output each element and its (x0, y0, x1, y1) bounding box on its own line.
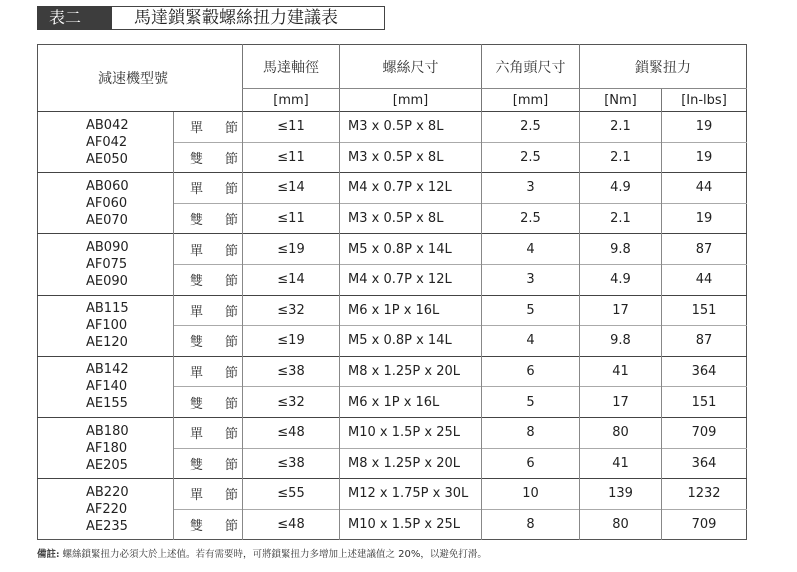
joint-type-char: 節 (225, 335, 239, 351)
joint-type-char: 單 (190, 427, 204, 443)
model-name: AB042 (86, 117, 129, 133)
torque-inlbs-cell: 44 (662, 264, 747, 295)
hex-size-cell: 8 (482, 509, 580, 540)
torque-inlbs-cell: 44 (662, 173, 747, 204)
joint-type-cell (174, 173, 243, 204)
joint-type-char: 單 (190, 182, 204, 198)
model-name: AB180 (86, 423, 129, 439)
hex-size-cell: 6 (482, 356, 580, 387)
joint-type-char: 節 (225, 366, 239, 382)
table-title-bar (37, 6, 385, 30)
model-name: AE155 (86, 396, 128, 412)
model-name: AF060 (86, 195, 128, 211)
torque-inlbs-cell: 19 (662, 112, 747, 143)
unit-hex: [mm] (482, 89, 580, 112)
model-cell (38, 417, 174, 478)
shaft-diameter-cell: ≤11 (243, 203, 340, 234)
torque-inlbs-cell: 151 (662, 387, 747, 418)
torque-inlbs-cell: 709 (662, 509, 747, 540)
torque-nm-cell: 17 (580, 387, 662, 418)
hex-size-cell: 5 (482, 387, 580, 418)
screw-size-cell: M4 x 0.7P x 12L (340, 264, 482, 295)
shaft-diameter-cell: ≤19 (243, 234, 340, 265)
torque-nm-cell: 80 (580, 509, 662, 540)
table-title: 馬達鎖緊轂螺絲扭力建議表 (112, 6, 385, 30)
screw-size-cell: M10 x 1.5P x 25L (340, 417, 482, 448)
joint-type-char: 單 (190, 366, 204, 382)
joint-type-char: 節 (225, 304, 239, 320)
joint-type-cell (174, 356, 243, 387)
joint-type-char: 節 (225, 213, 239, 229)
table-row (38, 234, 747, 265)
joint-type-cell (174, 295, 243, 326)
torque-nm-cell: 2.1 (580, 142, 662, 173)
hex-size-cell: 2.5 (482, 203, 580, 234)
torque-inlbs-cell: 364 (662, 448, 747, 479)
joint-type-char: 單 (190, 304, 204, 320)
model-cell (38, 356, 174, 417)
torque-inlbs-cell: 709 (662, 417, 747, 448)
torque-inlbs-cell: 19 (662, 142, 747, 173)
hex-size-cell: 4 (482, 234, 580, 265)
table-number-tag: 表二 (37, 6, 112, 30)
joint-type-char: 雙 (190, 274, 204, 290)
joint-type-char: 節 (225, 121, 239, 137)
unit-torque-nm: [Nm] (580, 89, 662, 112)
screw-size-cell: M3 x 0.5P x 8L (340, 112, 482, 143)
model-name: AF075 (86, 256, 128, 272)
footnote-text-after: ，以避免打滑。 (420, 549, 487, 560)
joint-type-char: 節 (225, 427, 239, 443)
joint-type-char: 單 (190, 488, 204, 504)
joint-type-cell (174, 112, 243, 143)
model-name: AE205 (86, 457, 128, 473)
model-name: AE090 (86, 273, 128, 289)
unit-shaft: [mm] (243, 89, 340, 112)
model-name: AE050 (86, 151, 128, 167)
joint-type-cell (174, 387, 243, 418)
torque-inlbs-cell: 87 (662, 326, 747, 357)
torque-nm-cell: 9.8 (580, 234, 662, 265)
screw-size-cell: M8 x 1.25P x 20L (340, 356, 482, 387)
model-cell (38, 173, 174, 234)
joint-type-cell (174, 479, 243, 510)
shaft-diameter-cell: ≤48 (243, 417, 340, 448)
joint-type-cell (174, 326, 243, 357)
torque-nm-cell: 17 (580, 295, 662, 326)
shaft-diameter-cell: ≤19 (243, 326, 340, 357)
footnote-percent: 20% (398, 549, 421, 560)
joint-type-char: 節 (225, 243, 239, 259)
model-cell (38, 234, 174, 295)
joint-type-char: 節 (225, 151, 239, 167)
screw-size-cell: M12 x 1.75P x 30L (340, 479, 482, 510)
hex-size-cell: 5 (482, 295, 580, 326)
torque-nm-cell: 41 (580, 448, 662, 479)
model-name: AB090 (86, 239, 129, 255)
hex-size-cell: 3 (482, 264, 580, 295)
joint-type-char: 雙 (190, 396, 204, 412)
header-model: 減速機型號 (98, 71, 168, 87)
table-body (38, 112, 747, 540)
screw-size-cell: M10 x 1.5P x 25L (340, 509, 482, 540)
hex-size-cell: 2.5 (482, 112, 580, 143)
joint-type-cell (174, 203, 243, 234)
header-screw: 螺絲尺寸 (340, 45, 482, 89)
hex-size-cell: 10 (482, 479, 580, 510)
torque-inlbs-cell: 1232 (662, 479, 747, 510)
hex-size-cell: 6 (482, 448, 580, 479)
joint-type-char: 雙 (190, 335, 204, 351)
hex-size-cell: 3 (482, 173, 580, 204)
shaft-diameter-cell: ≤11 (243, 112, 340, 143)
screw-size-cell: M6 x 1P x 16L (340, 387, 482, 418)
torque-nm-cell: 2.1 (580, 203, 662, 234)
shaft-diameter-cell: ≤14 (243, 173, 340, 204)
torque-nm-cell: 41 (580, 356, 662, 387)
screw-size-cell: M3 x 0.5P x 8L (340, 142, 482, 173)
shaft-diameter-cell: ≤48 (243, 509, 340, 540)
table-row (38, 112, 747, 143)
unit-torque-inlbs: [In-lbs] (662, 89, 747, 112)
torque-spec-table (37, 44, 747, 540)
joint-type-cell (174, 417, 243, 448)
model-cell (38, 112, 174, 173)
table-row (38, 173, 747, 204)
shaft-diameter-cell: ≤38 (243, 448, 340, 479)
shaft-diameter-cell: ≤32 (243, 387, 340, 418)
model-name: AF042 (86, 134, 128, 150)
joint-type-cell (174, 264, 243, 295)
screw-size-cell: M3 x 0.5P x 8L (340, 203, 482, 234)
torque-nm-cell: 4.9 (580, 173, 662, 204)
table-row (38, 479, 747, 510)
joint-type-char: 節 (225, 274, 239, 290)
shaft-diameter-cell: ≤32 (243, 295, 340, 326)
footnote-text-before: 螺絲鎖緊扭力必須大於上述值。若有需要時，可將鎖緊扭力多增加上述建議值之 (62, 549, 396, 560)
model-name: AF180 (86, 440, 128, 456)
footnote-label: 備註: (37, 549, 60, 560)
model-name: AB060 (86, 178, 129, 194)
torque-inlbs-cell: 87 (662, 234, 747, 265)
torque-nm-cell: 4.9 (580, 264, 662, 295)
table-row (38, 417, 747, 448)
hex-size-cell: 8 (482, 417, 580, 448)
torque-nm-cell: 9.8 (580, 326, 662, 357)
screw-size-cell: M5 x 0.8P x 14L (340, 234, 482, 265)
model-name: AF140 (86, 379, 128, 395)
joint-type-char: 節 (225, 182, 239, 198)
model-cell (38, 479, 174, 540)
model-name: AB220 (86, 484, 129, 500)
header-torque: 鎖緊扭力 (580, 45, 747, 89)
hex-size-cell: 2.5 (482, 142, 580, 173)
model-name: AB142 (86, 362, 129, 378)
torque-nm-cell: 139 (580, 479, 662, 510)
screw-size-cell: M6 x 1P x 16L (340, 295, 482, 326)
table-row (38, 356, 747, 387)
screw-size-cell: M5 x 0.8P x 14L (340, 326, 482, 357)
model-cell (38, 295, 174, 356)
torque-nm-cell: 80 (580, 417, 662, 448)
model-name: AF220 (86, 501, 128, 517)
screw-size-cell: M4 x 0.7P x 12L (340, 173, 482, 204)
model-name: AB115 (86, 301, 129, 317)
model-name: AE120 (86, 335, 128, 351)
shaft-diameter-cell: ≤14 (243, 264, 340, 295)
joint-type-char: 節 (225, 488, 239, 504)
header-hex: 六角頭尺寸 (482, 45, 580, 89)
header-shaft: 馬達軸徑 (243, 45, 340, 89)
table-row (38, 295, 747, 326)
shaft-diameter-cell: ≤55 (243, 479, 340, 510)
unit-screw: [mm] (340, 89, 482, 112)
model-name: AE235 (86, 518, 128, 534)
joint-type-cell (174, 509, 243, 540)
joint-type-char: 節 (225, 519, 239, 535)
joint-type-char: 節 (225, 396, 239, 412)
torque-inlbs-cell: 364 (662, 356, 747, 387)
joint-type-char: 單 (190, 121, 204, 137)
joint-type-char: 節 (225, 457, 239, 473)
joint-type-char: 雙 (190, 519, 204, 535)
torque-inlbs-cell: 151 (662, 295, 747, 326)
model-name: AE070 (86, 212, 128, 228)
joint-type-cell (174, 234, 243, 265)
hex-size-cell: 4 (482, 326, 580, 357)
joint-type-cell (174, 448, 243, 479)
footnote (37, 546, 487, 560)
shaft-diameter-cell: ≤38 (243, 356, 340, 387)
torque-inlbs-cell: 19 (662, 203, 747, 234)
joint-type-char: 雙 (190, 151, 204, 167)
joint-type-char: 單 (190, 243, 204, 259)
torque-nm-cell: 2.1 (580, 112, 662, 143)
joint-type-cell (174, 142, 243, 173)
shaft-diameter-cell: ≤11 (243, 142, 340, 173)
screw-size-cell: M8 x 1.25P x 20L (340, 448, 482, 479)
header-row (38, 45, 747, 89)
model-name: AF100 (86, 318, 128, 334)
joint-type-char: 雙 (190, 457, 204, 473)
joint-type-char: 雙 (190, 213, 204, 229)
